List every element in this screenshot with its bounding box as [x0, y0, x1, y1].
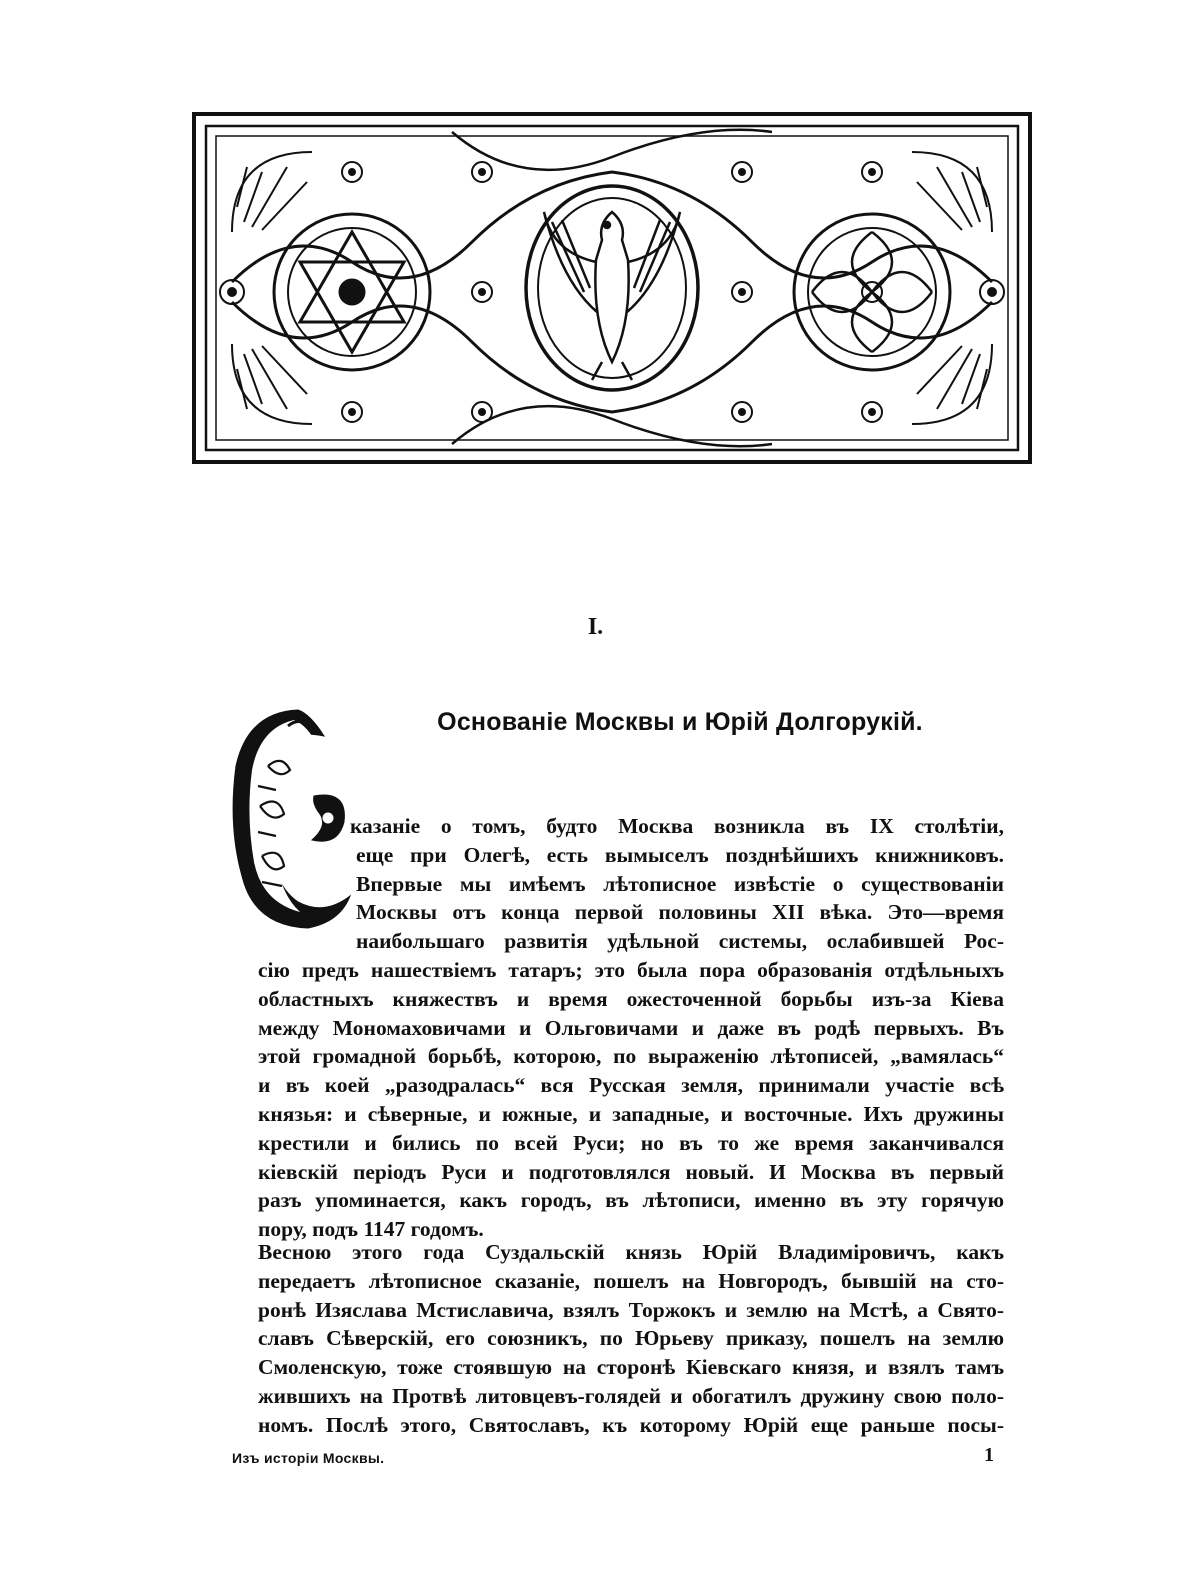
- text-line: этой громадной борьбѣ, которою, по выраженію лѣтописей, „вамялась“: [258, 1044, 1004, 1069]
- text-line: областныхъ княжествъ и время ожесточенной борьбы изъ-за Кіева: [258, 986, 1004, 1011]
- text-line: кіевскій періодъ Руси и подготовлялся новый. И Москва въ первый: [258, 1159, 1004, 1184]
- fan-ornament-top-right: [912, 152, 992, 232]
- text-line: ронѣ Изяслава Мстиславича, взялъ Торжокъ и землю на Мстѣ, а Свято-: [258, 1297, 1004, 1322]
- paragraph-2: [258, 1238, 1004, 1440]
- fan-ornament-top-left: [232, 152, 312, 232]
- page-number: 1: [984, 1444, 994, 1466]
- text-line: жившихъ на Протвѣ литовцевъ-голядей и обогатилъ дружину свою поло-: [258, 1383, 1004, 1408]
- fan-ornament-bottom-right: [912, 344, 992, 424]
- paragraph-1: [258, 812, 1004, 1244]
- text-line: казаніе о томъ, будто Москва возникла въ IX столѣтіи,: [350, 814, 1004, 838]
- running-footer-title: Изъ исторіи Москвы.: [232, 1450, 385, 1466]
- text-line: пору, подъ 1147 годомъ.: [258, 1217, 484, 1242]
- text-line: Смоленскую, тоже стоявшую на сторонѣ Кіевскаго князя, и взялъ тамъ: [258, 1355, 1004, 1380]
- text-line: между Мономаховичами и Ольговичами и даже въ родѣ первыхъ. Въ: [258, 1015, 1004, 1040]
- text-line: Впервые мы имѣемъ лѣтописное извѣстіе о существованіи: [356, 871, 1004, 896]
- text-line: славъ Сѣверскій, его союзникъ, по Юрьеву приказу, пошелъ на землю: [258, 1326, 1004, 1351]
- text-line: номъ. Послѣ этого, Святославъ, къ которому Юрій еще раньше посы-: [258, 1412, 1004, 1437]
- fan-ornament-bottom-left: [232, 344, 312, 424]
- chapter-number: I.: [587, 614, 604, 640]
- chapter-title: Основаніе Москвы и Юрій Долгорукій.: [437, 708, 923, 736]
- eagle-emblem: [544, 212, 680, 380]
- text-line: князья: и сѣверные, и южные, и западные, и восточные. Ихъ дружины: [258, 1101, 1004, 1126]
- text-line: еще при Олегѣ, есть вымыселъ позднѣйшихъ книжниковъ.: [356, 842, 1004, 867]
- ornament-banner: [192, 112, 1032, 464]
- text-line: сію предъ нашествіемъ татаръ; это была пора образованія отдѣльныхъ: [258, 957, 1004, 982]
- text-line: и въ коей „разодралась“ вся Русская земля, принимали участіе всѣ: [258, 1073, 1004, 1098]
- text-line: Весною этого года Суздальскій князь Юрій Владиміровичъ, какъ: [258, 1240, 1004, 1264]
- text-line: крестили и бились по всей Руси; но въ то же время заканчивался: [258, 1130, 1004, 1155]
- text-line: Москвы отъ конца первой половины XII вѣка. Это—время: [356, 900, 1004, 925]
- text-line: разъ упоминается, какъ городъ, въ лѣтописи, именно въ эту горячую: [258, 1188, 1004, 1213]
- text-line: наибольшаго развитія удѣльной системы, ослабившей Рос-: [356, 929, 1004, 954]
- text-line: передаетъ лѣтописное сказаніе, пошелъ на Новгородъ, бывшій на сто-: [258, 1268, 1004, 1293]
